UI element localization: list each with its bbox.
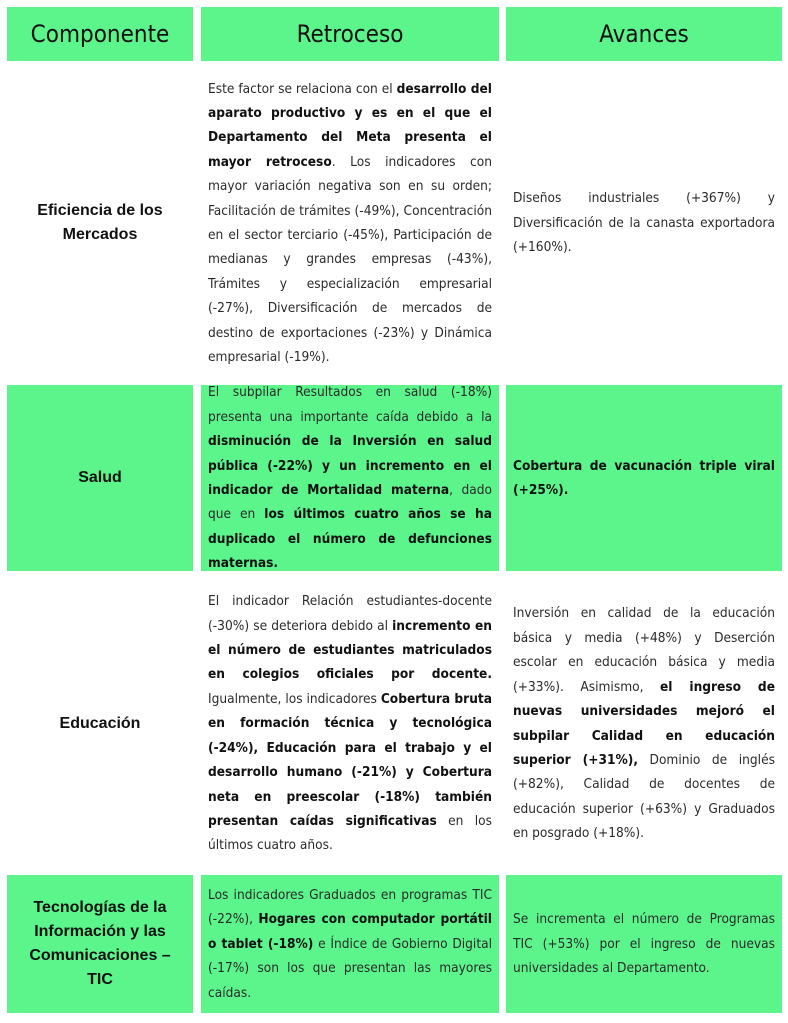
row-ict-progress-text: Se incrementa el número de Programas TIC (+53%) por el ingreso de nuevas universidades al Departamento. bbox=[513, 911, 775, 977]
row-education-progress bbox=[506, 579, 782, 868]
header-setback bbox=[201, 7, 499, 61]
row-education-component bbox=[7, 579, 193, 868]
row-efficiency-setback bbox=[201, 68, 499, 378]
row-education-setback bbox=[201, 579, 499, 868]
row-ict-setback bbox=[201, 875, 499, 1013]
row-ict-setback-text: Los indicadores Graduados en programas TIC (-22%), Hogares con computador portátil o tablet (-18%) e Índice de Gobierno Digital (-17%) son los que presentan las mayores caídas. bbox=[208, 886, 492, 1001]
row-efficiency-setback-text: Este factor se relaciona con el desarrollo del aparato productivo y es en el que el Departamento del Meta presenta el mayor retroceso. Los indicadores con mayor variación negativa son en su orden; Facilitación de trámites (-49%), Concentración en el sector terciario (-45%), Participación de medianas y grandes empresas (-43%), Trámites y especialización empresarial (-27%), Diversificación de mercados de destino de exportaciones (-23%) y Dinámica empresarial (-19%). bbox=[208, 80, 492, 366]
header-component-text: Componente bbox=[30, 20, 170, 48]
row-health-setback-text: El subpilar Resultados en salud (-18%) presenta una importante caída debido a la disminución de la Inversión en salud pública (-22%) y un incremento en el indicador de Mortalidad materna, dado que en los últimos cuatro años se ha duplicado el número de defunciones maternas. bbox=[208, 384, 492, 572]
row-efficiency-progress bbox=[506, 68, 782, 378]
row-ict-progress bbox=[506, 875, 782, 1013]
header-setback-text: Retroceso bbox=[296, 20, 404, 48]
row-education-setback-text: El indicador Relación estudiantes-docente (-30%) se deteriora debido al incremento en el número de estudiantes matriculados en colegios oficiales por docente. Igualmente, los indicadores Cobertura bruta en formación técnica y tecnológica (-24%), Educación para el trabajo y el desarrollo humano (-21%) y Cobertura neta en preescolar (-18%) también presentan caídas significativas en los últimos cuatro años. bbox=[208, 593, 492, 854]
row-education-component-text: Educación bbox=[59, 714, 141, 732]
header-progress-text: Avances bbox=[599, 20, 689, 48]
row-education-progress-text: Inversión en calidad de la educación básica y media (+48%) y Deserción escolar en educación básica y media (+33%). Asimismo, el ingreso de nuevas universidades mejoró el subpilar Calidad en educación superior (+31%), Dominio de inglés (+82%), Calidad de docentes de educación superior (+63%) y Graduados en posgrado (+18%). bbox=[513, 605, 775, 842]
row-health-component bbox=[7, 385, 193, 571]
row-ict-component-text: Tecnologías de la Información y las Comunicaciones – TIC bbox=[29, 899, 171, 988]
row-ict-component bbox=[7, 875, 193, 1013]
row-health-component-text: Salud bbox=[78, 469, 122, 486]
row-efficiency-component bbox=[7, 68, 193, 378]
row-health-setback bbox=[201, 385, 499, 571]
header-progress bbox=[506, 7, 782, 61]
row-efficiency-progress-text: Diseños industriales (+367%) y Diversificación de la canasta exportadora (+160%). bbox=[513, 190, 775, 256]
header-component bbox=[7, 7, 193, 61]
row-efficiency-component-text: Eficiencia de los Mercados bbox=[37, 202, 163, 243]
row-health-progress bbox=[506, 385, 782, 571]
row-health-progress-text: Cobertura de vacunación triple viral (+25%). bbox=[513, 457, 775, 498]
